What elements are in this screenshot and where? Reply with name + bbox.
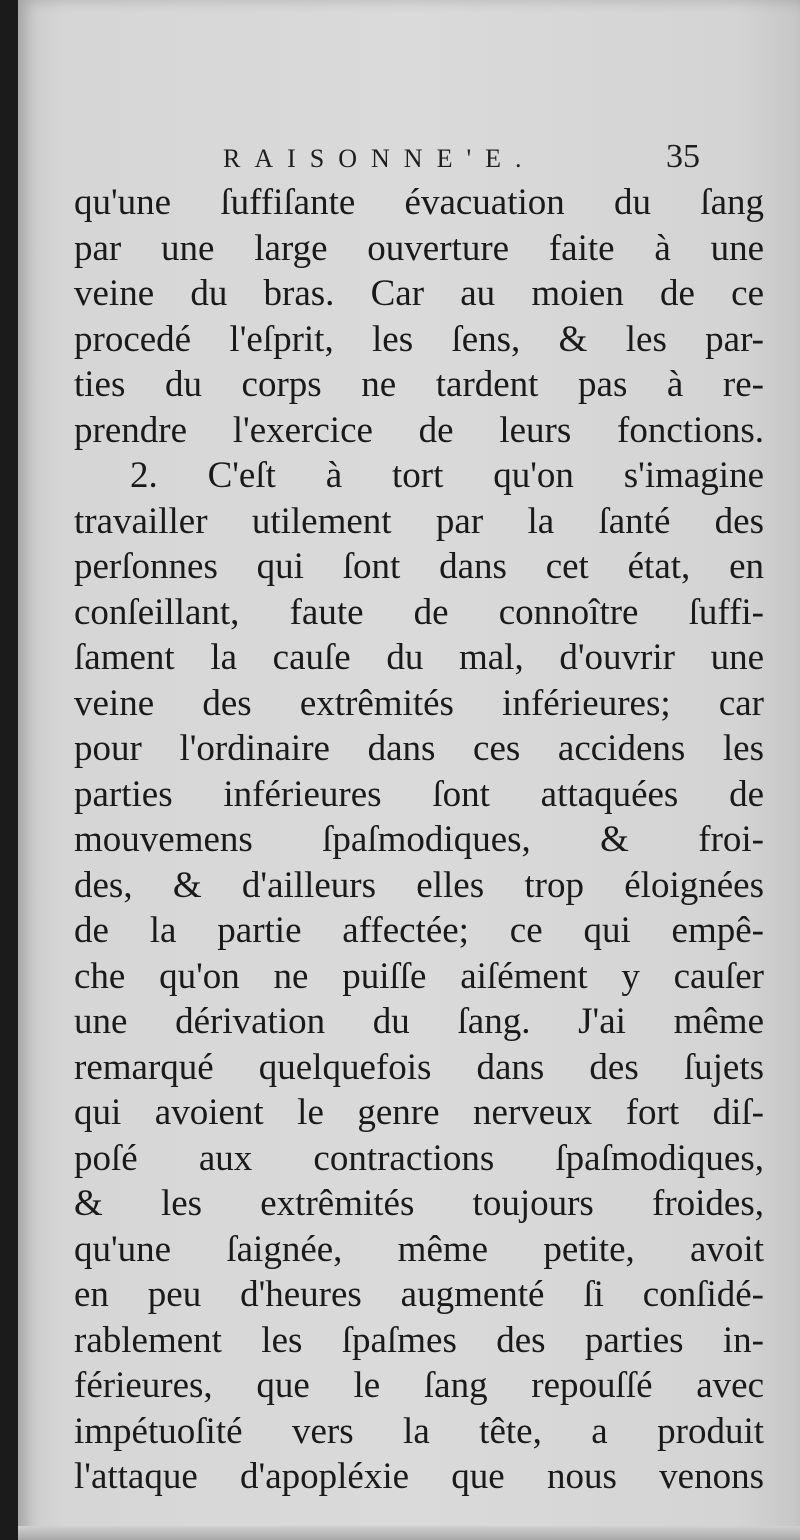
text-line: che qu'on ne puiſſe aiſément y cauſer	[74, 955, 764, 997]
running-head	[18, 138, 800, 178]
text-line: & les extrêmités toujours froides,	[74, 1183, 764, 1224]
text-line: procedé l'eſprit, les ſens, & les par-	[74, 318, 764, 360]
text-line: travailler utilement par la ſanté des	[74, 500, 764, 542]
text-line: prendre l'exercice de leurs fonctions.	[74, 409, 764, 451]
text-line: ſament la cauſe du mal, d'ouvrir une	[74, 637, 764, 678]
text-line: remarqué quelquefois dans des ſujets	[74, 1046, 764, 1088]
book-page	[18, 0, 800, 1540]
text-line: férieures, que le ſang repouſſé avec	[74, 1365, 764, 1406]
page-number: 35	[666, 138, 700, 175]
text-line: ties du corps ne tardent pas à re-	[74, 364, 764, 405]
text-line: qui avoient le genre nerveux fort diſ-	[74, 1092, 764, 1133]
text-line: une dérivation du ſang. J'ai même	[74, 1001, 764, 1042]
text-line: perſonnes qui ſont dans cet état, en	[74, 546, 764, 587]
text-line: veine des extrêmités inférieures; car	[74, 682, 764, 724]
text-line: en peu d'heures augmenté ſi conſidé-	[74, 1274, 764, 1315]
text-line: mouvemens ſpaſmodiques, & froi-	[74, 819, 764, 860]
page-bottom-edge	[18, 1526, 800, 1540]
text-line: rablement les ſpaſmes des parties in-	[74, 1319, 764, 1361]
paragraph-start-line: 2. C'eſt à tort qu'on s'imagine	[130, 455, 764, 496]
text-line: de la partie affectée; ce qui empê-	[74, 910, 764, 951]
text-line: qu'une ſuffiſante évacuation du ſang	[74, 182, 764, 223]
text-line: pour l'ordinaire dans ces accidens les	[74, 728, 764, 769]
running-head-title: RAISONNE'E.	[223, 144, 536, 173]
text-line: par une large ouverture faite à une	[74, 227, 764, 269]
body-text	[74, 180, 764, 1500]
text-line: des, & d'ailleurs elles trop éloignées	[74, 864, 764, 906]
text-line: poſé aux contractions ſpaſmodiques,	[74, 1137, 764, 1179]
text-line: parties inférieures ſont attaquées de	[74, 773, 764, 815]
text-line: veine du bras. Car au moien de ce	[74, 273, 764, 314]
text-line: impétuoſité vers la tête, a produit	[74, 1410, 764, 1452]
text-line: qu'une ſaignée, même petite, avoit	[74, 1228, 764, 1270]
text-line: l'attaque d'apopléxie que nous venons	[74, 1456, 764, 1497]
text-line: conſeillant, faute de connoître ſuffi-	[74, 591, 764, 633]
